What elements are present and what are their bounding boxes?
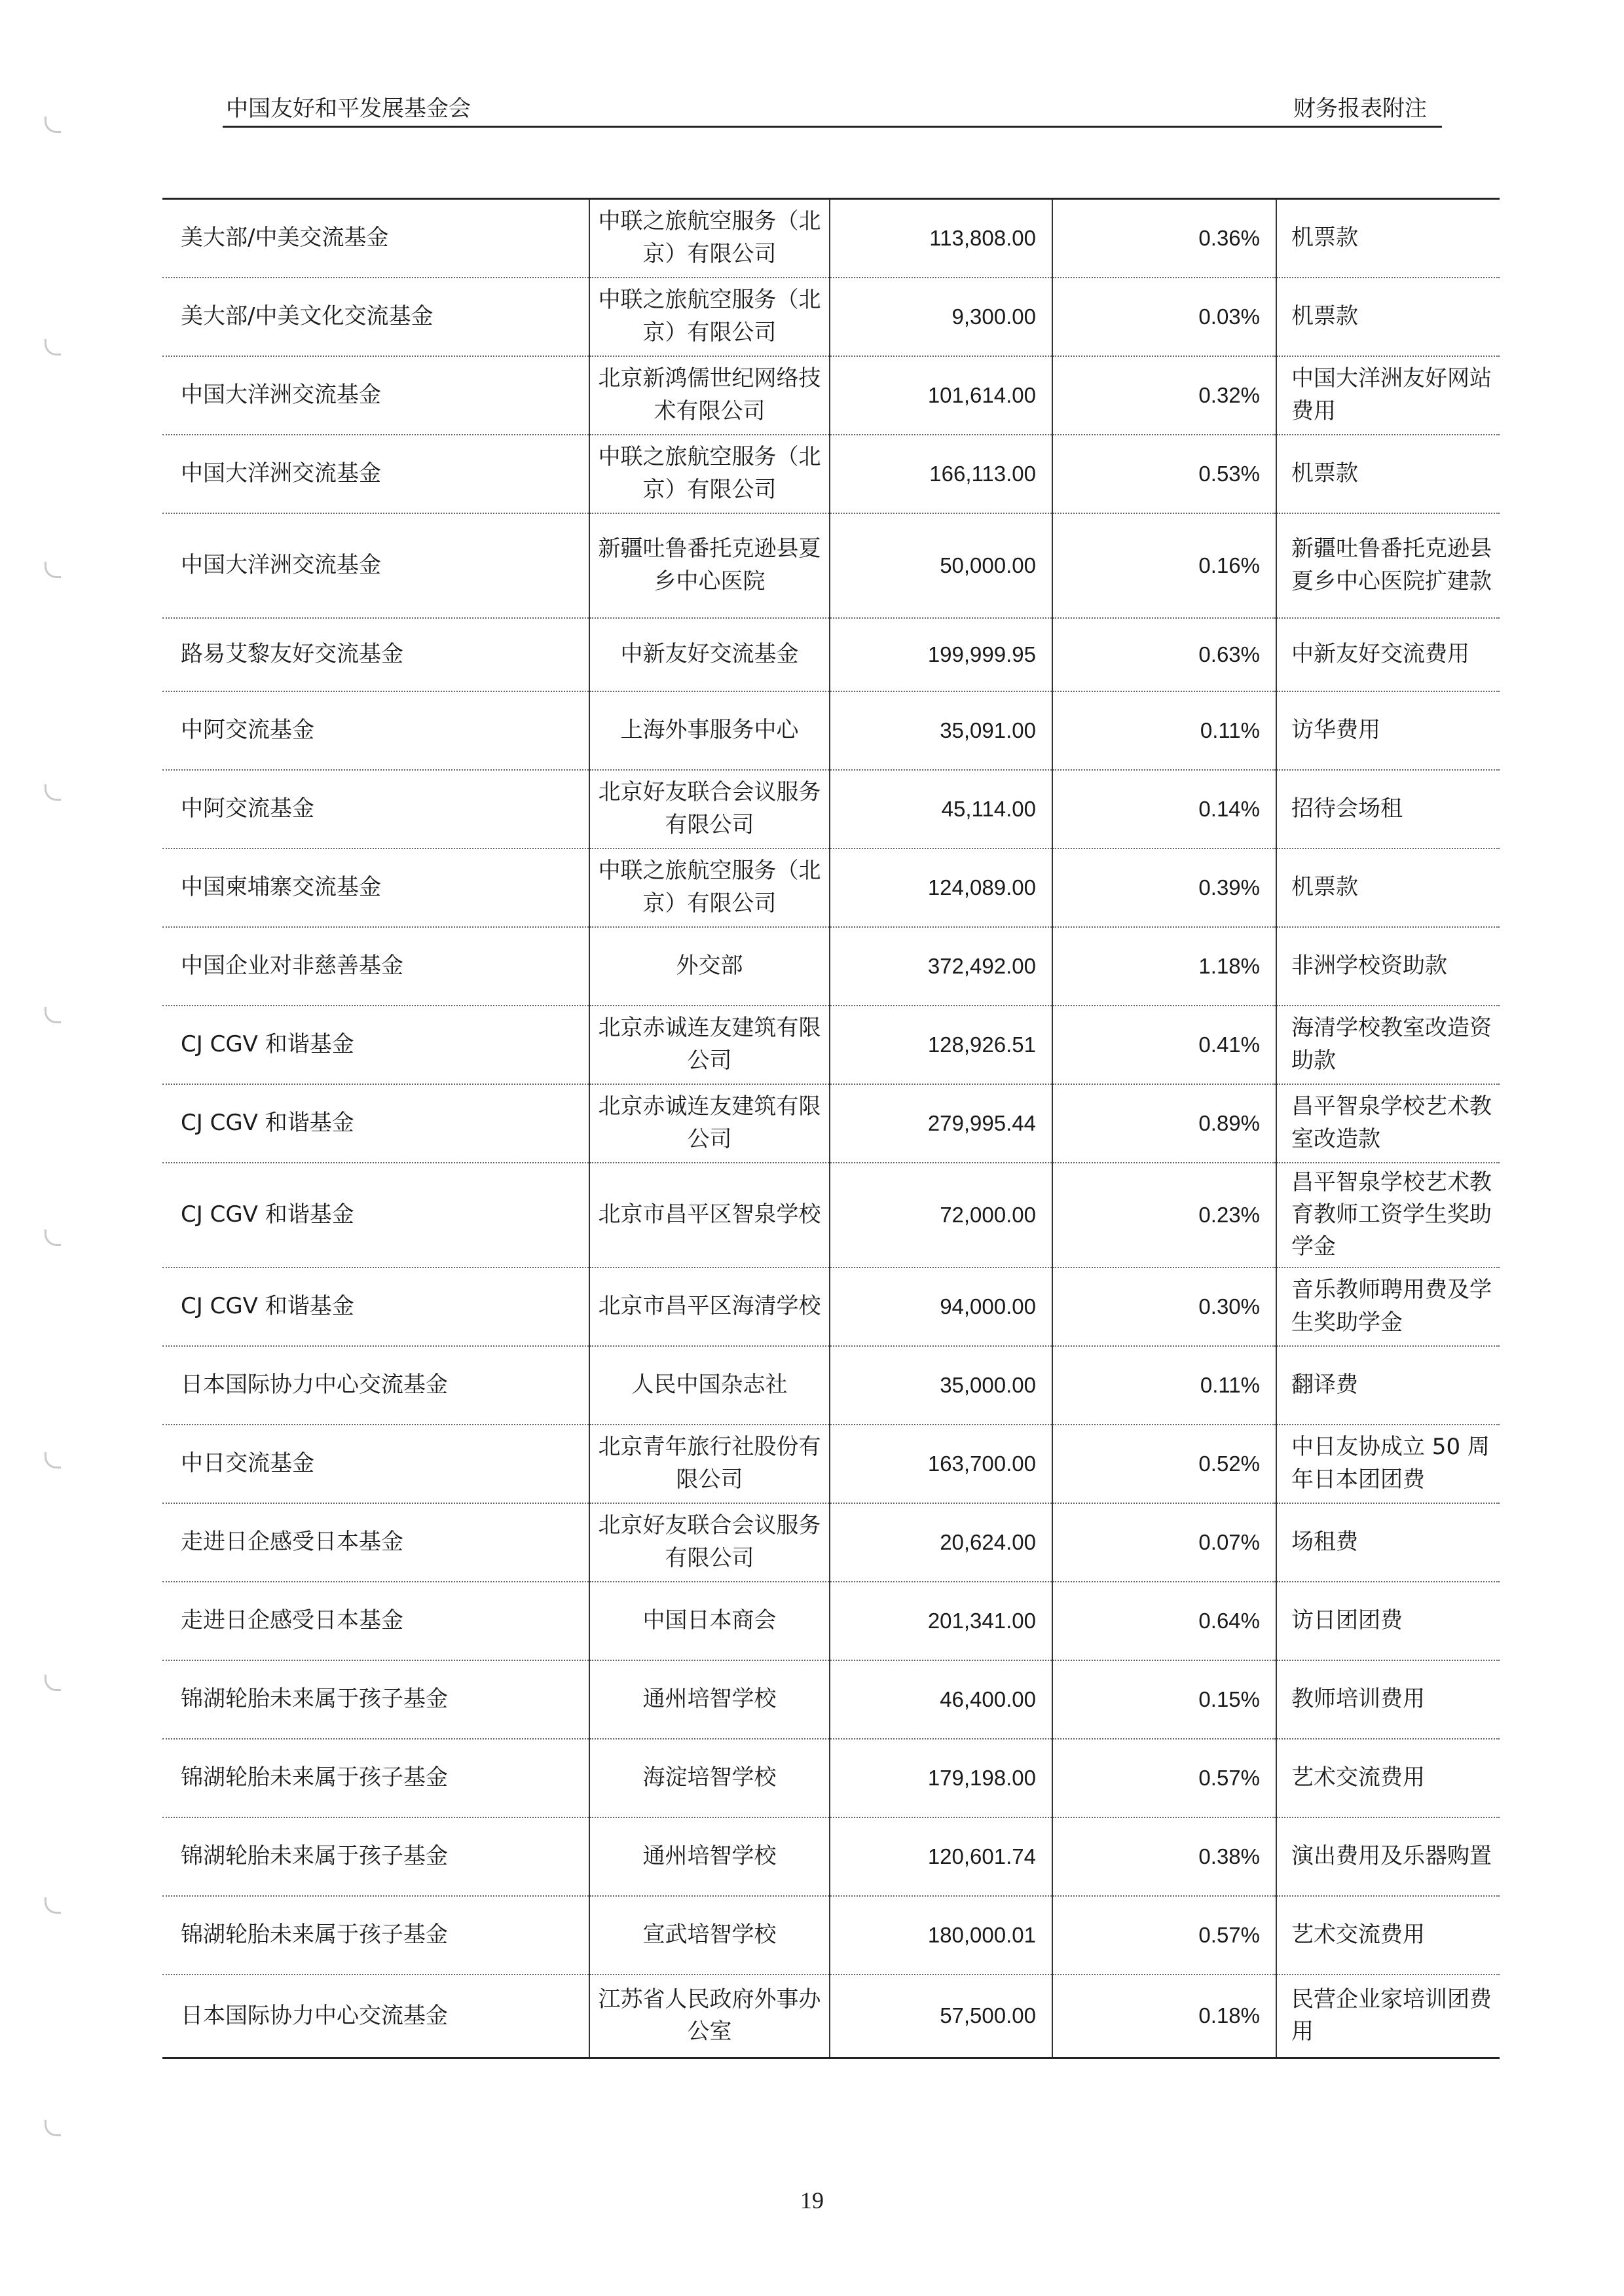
amount-cell: 101,614.00 [830, 356, 1052, 435]
amount-cell: 128,926.51 [830, 1006, 1052, 1084]
page-header-right: 财务报表附注 [1293, 96, 1427, 122]
purpose-cell: 机票款 [1276, 435, 1500, 513]
amount-cell: 35,091.00 [830, 691, 1052, 770]
fund-name-cell: CJ CGV 和谐基金 [162, 1163, 589, 1267]
table-row [162, 691, 1500, 770]
amount-cell: 279,995.44 [830, 1084, 1052, 1163]
purpose-cell: 教师培训费用 [1276, 1660, 1500, 1739]
table-row [162, 770, 1500, 848]
purpose-cell: 新疆吐鲁番托克逊县夏乡中心医院扩建款 [1276, 513, 1500, 618]
purpose-cell: 机票款 [1276, 199, 1500, 278]
table-row [162, 1346, 1500, 1425]
payee-cell: 外交部 [589, 927, 830, 1006]
expenditure-table [162, 198, 1500, 2059]
percentage-cell: 0.39% [1052, 848, 1276, 927]
purpose-cell: 非洲学校资助款 [1276, 927, 1500, 1006]
fund-name-cell: 中国大洋洲交流基金 [162, 513, 589, 618]
fund-name-cell: 中国柬埔寨交流基金 [162, 848, 589, 927]
purpose-cell: 音乐教师聘用费及学生奖助学金 [1276, 1267, 1500, 1346]
fund-name-cell: 中国企业对非慈善基金 [162, 927, 589, 1006]
table-row [162, 199, 1500, 278]
purpose-cell: 演出费用及乐器购置 [1276, 1817, 1500, 1896]
fund-name-cell: 路易艾黎友好交流基金 [162, 618, 589, 691]
percentage-cell: 0.89% [1052, 1084, 1276, 1163]
table-row [162, 1739, 1500, 1817]
payee-cell: 通州培智学校 [589, 1660, 830, 1739]
percentage-cell: 0.03% [1052, 278, 1276, 356]
punch-mark [45, 1675, 61, 1691]
purpose-cell: 艺术交流费用 [1276, 1739, 1500, 1817]
fund-name-cell: 日本国际协力中心交流基金 [162, 1975, 589, 2058]
payee-cell: 上海外事服务中心 [589, 691, 830, 770]
payee-cell: 中联之旅航空服务（北京）有限公司 [589, 199, 830, 278]
payee-cell: 海淀培智学校 [589, 1739, 830, 1817]
payee-cell: 江苏省人民政府外事办公室 [589, 1975, 830, 2058]
percentage-cell: 0.14% [1052, 770, 1276, 848]
fund-name-cell: 美大部/中美交流基金 [162, 199, 589, 278]
amount-cell: 46,400.00 [830, 1660, 1052, 1739]
percentage-cell: 0.57% [1052, 1896, 1276, 1975]
payee-cell: 北京好友联合会议服务有限公司 [589, 770, 830, 848]
purpose-cell: 中日友协成立 50 周年日本团团费 [1276, 1425, 1500, 1503]
table-row [162, 1425, 1500, 1503]
fund-name-cell: 中国大洋洲交流基金 [162, 435, 589, 513]
table-row [162, 1975, 1500, 2058]
fund-name-cell: 走进日企感受日本基金 [162, 1503, 589, 1582]
percentage-cell: 0.23% [1052, 1163, 1276, 1267]
amount-cell: 124,089.00 [830, 848, 1052, 927]
purpose-cell: 中国大洋洲友好网站费用 [1276, 356, 1500, 435]
table-row [162, 1660, 1500, 1739]
punch-mark [45, 117, 61, 133]
payee-cell: 北京赤诚连友建筑有限公司 [589, 1006, 830, 1084]
amount-cell: 120,601.74 [830, 1817, 1052, 1896]
amount-cell: 199,999.95 [830, 618, 1052, 691]
table-row [162, 278, 1500, 356]
fund-name-cell: CJ CGV 和谐基金 [162, 1084, 589, 1163]
payee-cell: 宣武培智学校 [589, 1896, 830, 1975]
table-row [162, 1503, 1500, 1582]
purpose-cell: 民营企业家培训团费用 [1276, 1975, 1500, 2058]
purpose-cell: 场租费 [1276, 1503, 1500, 1582]
amount-cell: 180,000.01 [830, 1896, 1052, 1975]
payee-cell: 中联之旅航空服务（北京）有限公司 [589, 278, 830, 356]
percentage-cell: 0.52% [1052, 1425, 1276, 1503]
percentage-cell: 0.63% [1052, 618, 1276, 691]
punch-mark [45, 1230, 61, 1246]
percentage-cell: 0.11% [1052, 1346, 1276, 1425]
purpose-cell: 访日团团费 [1276, 1582, 1500, 1660]
payee-cell: 北京市昌平区智泉学校 [589, 1163, 830, 1267]
purpose-cell: 中新友好交流费用 [1276, 618, 1500, 691]
amount-cell: 50,000.00 [830, 513, 1052, 618]
table-row [162, 1006, 1500, 1084]
purpose-cell: 访华费用 [1276, 691, 1500, 770]
fund-name-cell: 中阿交流基金 [162, 691, 589, 770]
purpose-cell: 招待会场租 [1276, 770, 1500, 848]
punch-mark [45, 784, 61, 801]
table-row [162, 1582, 1500, 1660]
payee-cell: 北京市昌平区海清学校 [589, 1267, 830, 1346]
percentage-cell: 1.18% [1052, 927, 1276, 1006]
amount-cell: 372,492.00 [830, 927, 1052, 1006]
payee-cell: 中联之旅航空服务（北京）有限公司 [589, 848, 830, 927]
percentage-cell: 0.18% [1052, 1975, 1276, 2058]
payee-cell: 北京赤诚连友建筑有限公司 [589, 1084, 830, 1163]
amount-cell: 9,300.00 [830, 278, 1052, 356]
amount-cell: 94,000.00 [830, 1267, 1052, 1346]
percentage-cell: 0.53% [1052, 435, 1276, 513]
table-row [162, 435, 1500, 513]
payee-cell: 中联之旅航空服务（北京）有限公司 [589, 435, 830, 513]
fund-name-cell: 走进日企感受日本基金 [162, 1582, 589, 1660]
fund-name-cell: 锦湖轮胎未来属于孩子基金 [162, 1739, 589, 1817]
fund-name-cell: 锦湖轮胎未来属于孩子基金 [162, 1817, 589, 1896]
amount-cell: 57,500.00 [830, 1975, 1052, 2058]
payee-cell: 北京新鸿儒世纪网络技术有限公司 [589, 356, 830, 435]
payee-cell: 通州培智学校 [589, 1817, 830, 1896]
percentage-cell: 0.64% [1052, 1582, 1276, 1660]
percentage-cell: 0.15% [1052, 1660, 1276, 1739]
amount-cell: 179,198.00 [830, 1739, 1052, 1817]
purpose-cell: 翻译费 [1276, 1346, 1500, 1425]
purpose-cell: 昌平智泉学校艺术教室改造款 [1276, 1084, 1500, 1163]
percentage-cell: 0.36% [1052, 199, 1276, 278]
percentage-cell: 0.16% [1052, 513, 1276, 618]
page-header-left: 中国友好和平发展基金会 [226, 96, 471, 122]
page-number: 19 [800, 2187, 824, 2214]
percentage-cell: 0.38% [1052, 1817, 1276, 1896]
fund-name-cell: 锦湖轮胎未来属于孩子基金 [162, 1660, 589, 1739]
punch-mark [45, 2120, 61, 2136]
table-row [162, 1163, 1500, 1267]
percentage-cell: 0.41% [1052, 1006, 1276, 1084]
payee-cell: 新疆吐鲁番托克逊县夏乡中心医院 [589, 513, 830, 618]
fund-name-cell: 美大部/中美文化交流基金 [162, 278, 589, 356]
amount-cell: 201,341.00 [830, 1582, 1052, 1660]
punch-mark [45, 1897, 61, 1914]
amount-cell: 45,114.00 [830, 770, 1052, 848]
amount-cell: 35,000.00 [830, 1346, 1052, 1425]
table-row [162, 927, 1500, 1006]
punch-mark [45, 1007, 61, 1023]
fund-name-cell: 中阿交流基金 [162, 770, 589, 848]
payee-cell: 中新友好交流基金 [589, 618, 830, 691]
fund-name-cell: 锦湖轮胎未来属于孩子基金 [162, 1896, 589, 1975]
fund-name-cell: 日本国际协力中心交流基金 [162, 1346, 589, 1425]
table-row [162, 513, 1500, 618]
purpose-cell: 海清学校教室改造资助款 [1276, 1006, 1500, 1084]
percentage-cell: 0.32% [1052, 356, 1276, 435]
fund-name-cell: 中日交流基金 [162, 1425, 589, 1503]
amount-cell: 113,808.00 [830, 199, 1052, 278]
table-row [162, 356, 1500, 435]
table-row [162, 1267, 1500, 1346]
amount-cell: 72,000.00 [830, 1163, 1052, 1267]
amount-cell: 20,624.00 [830, 1503, 1052, 1582]
table-row [162, 848, 1500, 927]
table-row [162, 1817, 1500, 1896]
header-rule [223, 126, 1442, 128]
purpose-cell: 机票款 [1276, 278, 1500, 356]
payee-cell: 北京青年旅行社股份有限公司 [589, 1425, 830, 1503]
payee-cell: 北京好友联合会议服务有限公司 [589, 1503, 830, 1582]
percentage-cell: 0.11% [1052, 691, 1276, 770]
purpose-cell: 机票款 [1276, 848, 1500, 927]
percentage-cell: 0.30% [1052, 1267, 1276, 1346]
amount-cell: 166,113.00 [830, 435, 1052, 513]
punch-mark [45, 1452, 61, 1468]
purpose-cell: 艺术交流费用 [1276, 1896, 1500, 1975]
percentage-cell: 0.07% [1052, 1503, 1276, 1582]
purpose-cell: 昌平智泉学校艺术教育教师工资学生奖助学金 [1276, 1163, 1500, 1267]
punch-mark [45, 562, 61, 578]
payee-cell: 中国日本商会 [589, 1582, 830, 1660]
table-row [162, 1896, 1500, 1975]
amount-cell: 163,700.00 [830, 1425, 1052, 1503]
punch-mark [45, 339, 61, 355]
fund-name-cell: CJ CGV 和谐基金 [162, 1006, 589, 1084]
percentage-cell: 0.57% [1052, 1739, 1276, 1817]
table-row [162, 1084, 1500, 1163]
fund-name-cell: 中国大洋洲交流基金 [162, 356, 589, 435]
table-row [162, 618, 1500, 691]
payee-cell: 人民中国杂志社 [589, 1346, 830, 1425]
fund-name-cell: CJ CGV 和谐基金 [162, 1267, 589, 1346]
